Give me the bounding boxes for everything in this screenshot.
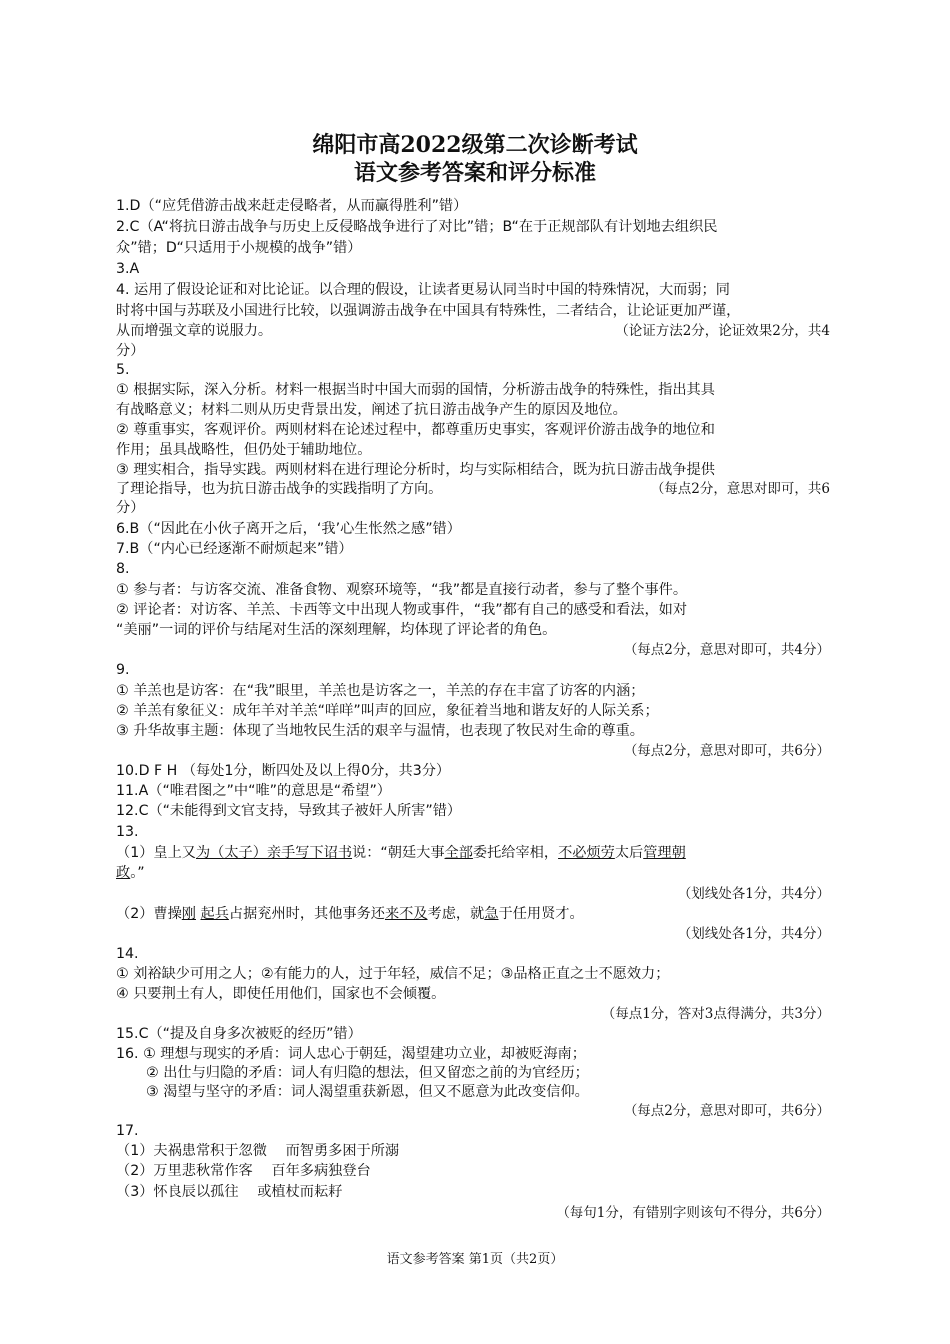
answer-6: 6.B（“因此在小伙子离开之后，‘我’心生怅然之感”错） xyxy=(116,521,461,537)
answer-16-point-2: ② 出仕与归隐的矛盾：词人有归隐的想法，但又留恋之前的为官经历； xyxy=(146,1065,589,1081)
scoring-note-9: （每点2分，意思对即可，共6分） xyxy=(623,743,830,759)
text-segment: 委托给宰相， xyxy=(472,845,559,861)
scoring-note-13-2: （划线处各1分，共4分） xyxy=(677,926,830,942)
answer-4: 4. 运用了假设论证和对比论证。以合理的假设，让读者更易认同当时中国的特殊情况，大而弱；同 xyxy=(116,282,730,298)
answer-4-cont: 时将中国与苏联及小国进行比较，以强调游击战争在中国具有特殊性，二者结合，让论证更加严谨， xyxy=(116,303,741,319)
answer-9-point-3: ③ 升华故事主题：体现了当地牧民生活的艰辛与温情，也表现了牧民对生命的尊重。 xyxy=(116,723,644,739)
answer-11: 11.A（“唯君图之”中“唯”的意思是“希望”） xyxy=(116,783,391,799)
answer-4-cont2: 从而增强文章的说服力。 xyxy=(116,323,273,339)
answer-15: 15.C（“提及自身多次被贬的经历”错） xyxy=(116,1026,362,1042)
answer-8-point-2: ② 评论者：对访客、羊羔、卡西等文中出现人物或事件，“我”都有自己的感受和看法，如对 xyxy=(116,602,688,618)
underlined-segment: 政 xyxy=(116,865,131,881)
answer-9-number: 9. xyxy=(116,662,130,678)
answer-13-translation-2 xyxy=(116,904,836,924)
underlined-segment: 不必烦劳 xyxy=(558,845,615,861)
answer-16-point-3: ③ 渴望与坚守的矛盾：词人渴望重获新恩，但又不愿意为此改变信仰。 xyxy=(146,1084,589,1100)
text-segment: 于任用贤才。 xyxy=(498,906,584,922)
scoring-note-4: （论证方法2分，论证效果2分，共4 xyxy=(615,323,830,339)
underlined-segment: 全部 xyxy=(444,845,473,861)
answer-5-point-1: ① 根据实际，深入分析。材料一根据当时中国大而弱的国情，分析游击战争的特殊性，指出其具 xyxy=(116,382,715,398)
scoring-note-5: （每点2分，意思对即可，共6 xyxy=(650,481,830,497)
underlined-segment: 急 xyxy=(484,906,499,922)
scoring-note-14: （每点1分，答对3点得满分，共3分） xyxy=(601,1006,830,1022)
answer-5-point-3: ③ 理实相合，指导实践。两则材料在进行理论分析时，均与实际相结合，既为抗日游击战争提供 xyxy=(116,462,715,478)
answer-16-point-1: 16. ① 理想与现实的矛盾：词人忠心于朝廷，渴望建功立业，却被贬海南； xyxy=(116,1046,586,1062)
answer-3: 3.A xyxy=(116,261,140,277)
scoring-note-17: （每句1分，有错别字则该句不得分，共6分） xyxy=(556,1205,830,1221)
answer-13-translation-1-cont xyxy=(116,863,836,883)
answer-5-point-2-cont: 作用；虽具战略性，但仍处于辅助地位。 xyxy=(116,442,372,458)
answer-17-line-3: （3）怀良辰以孤往 或植杖而耘耔 xyxy=(116,1184,343,1200)
underlined-segment: 起兵 xyxy=(200,906,229,922)
answer-13-number: 13. xyxy=(116,824,139,840)
text-segment: 太后 xyxy=(614,845,644,861)
underlined-segment: 来不及 xyxy=(384,906,428,922)
answer-1: 1.D（“应凭借游击战来赶走侵略者，从而赢得胜利”错） xyxy=(116,198,468,214)
answer-5-point-3-cont: 了理论指导，也为抗日游击战争的实践指明了方向。 xyxy=(116,481,443,497)
answer-17-line-1: （1）夫祸患常积于忽微 而智勇多困于所溺 xyxy=(116,1143,400,1159)
text-segment: 考虑，就 xyxy=(427,906,485,922)
answer-5-point-1-cont: 有战略意义；材料二则从历史背景出发，阐述了抗日游击战争产生的原因及地位。 xyxy=(116,402,627,418)
underlined-segment: 为（太子）亲手写下诏书 xyxy=(195,845,353,861)
scoring-note-4-cont: 分） xyxy=(116,343,145,359)
page-footer: 语文参考答案 第1页（共2页） xyxy=(386,1252,564,1267)
answer-9-point-2: ② 羊羔有象征义：成年羊对羊羔“咩咩”叫声的回应，象征着当地和谐友好的人际关系； xyxy=(116,703,659,719)
underlined-segment: 管理朝 xyxy=(643,845,686,861)
answer-8-point-1: ① 参与者：与访客交流、准备食物、观察环境等，“我”都是直接行动者，参与了整个事件。 xyxy=(116,582,688,598)
answer-7: 7.B（“内心已经逐渐不耐烦起来”错） xyxy=(116,541,353,557)
document-title: 绵阳市高2022级第二次诊断考试 xyxy=(312,132,638,158)
scoring-note-5-cont: 分） xyxy=(116,500,145,516)
text-segment: 。” xyxy=(130,865,145,881)
text-segment: 占据兖州时，其他事务还 xyxy=(228,906,385,922)
document-subtitle: 语文参考答案和评分标准 xyxy=(353,160,596,186)
text-segment: （1）皇上又 xyxy=(116,845,196,861)
scoring-note-13-1: （划线处各1分，共4分） xyxy=(677,886,830,902)
answer-8-number: 8. xyxy=(116,561,130,577)
answer-8-point-2-cont: “美丽”一词的评价与结尾对生活的深刻理解，均体现了评论者的角色。 xyxy=(116,622,557,638)
underlined-segment: 刚 xyxy=(181,906,196,922)
answer-2-cont: 众”错；D“只适用于小规模的战争”错） xyxy=(116,240,362,256)
answer-5-point-2: ② 尊重事实，客观评价。两则材料在论述过程中，都尊重历史事实，客观评价游击战争的地位和 xyxy=(116,422,715,438)
answer-13-translation-1 xyxy=(116,843,836,863)
text-segment: 说：“朝廷大事 xyxy=(352,845,445,861)
answer-12: 12.C（“未能得到文官支持，导致其子被奸人所害”错） xyxy=(116,803,462,819)
answer-14-points-2: ④ 只要荆土有人，即使任用他们，国家也不会倾覆。 xyxy=(116,986,446,1002)
answer-17-line-2: （2）万里悲秋常作客 百年多病独登台 xyxy=(116,1163,371,1179)
scoring-note-16: （每点2分，意思对即可，共6分） xyxy=(623,1103,830,1119)
answer-14-number: 14. xyxy=(116,946,139,962)
text-segment: （2）曹操 xyxy=(116,906,182,922)
answer-2: 2.C（A“将抗日游击战争与历史上反侵略战争进行了对比”错；B“在于正规部队有计划地去组织民 xyxy=(116,219,718,235)
answer-9-point-1: ① 羊羔也是访客：在“我”眼里，羊羔也是访客之一，羊羔的存在丰富了访客的内涵； xyxy=(116,683,645,699)
answer-14-points-1: ① 刘裕缺少可用之人；②有能力的人，过于年轻，威信不足；③品格正直之士不愿效力； xyxy=(116,966,670,982)
answer-17-number: 17. xyxy=(116,1123,139,1139)
answer-10: 10.D F H （每处1分，断四处及以上得0分，共3分） xyxy=(116,763,451,779)
answer-5-number: 5. xyxy=(116,362,130,378)
scoring-note-8: （每点2分，意思对即可，共4分） xyxy=(623,642,830,658)
